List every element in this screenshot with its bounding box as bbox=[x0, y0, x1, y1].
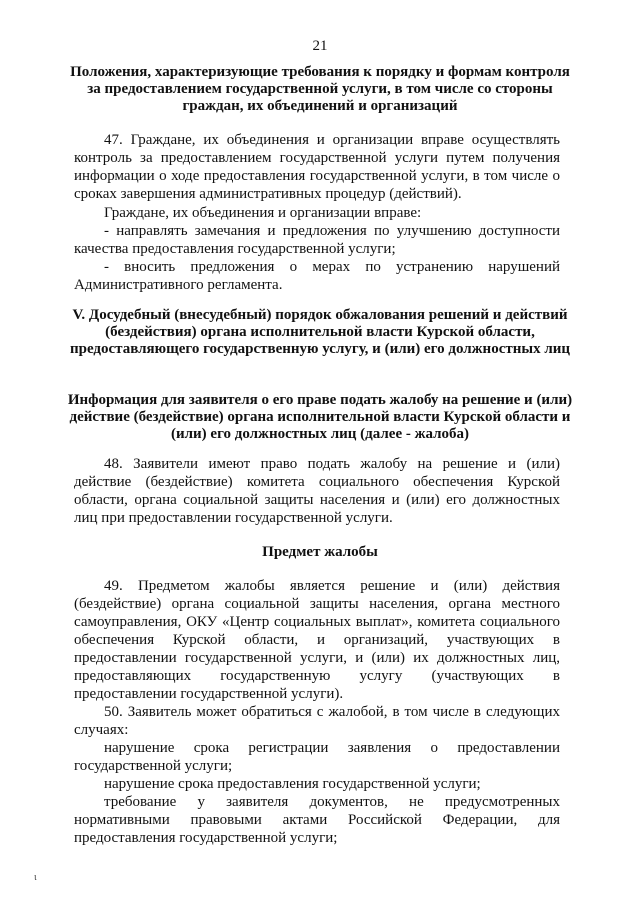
paragraph-47-item-2: - вносить предложения о мерах по устранению нарушений Административного регламента. bbox=[74, 259, 560, 293]
paragraph-47-rights: Граждане, их объединения и организации вправе: bbox=[104, 205, 422, 221]
heading-section-5: V. Досудебный (внесудебный) порядок обжалования решений и действий (бездействия) органа исполнительной власти Курской области, предоставляющего государственную услугу, и (или) его должностных лиц bbox=[69, 307, 571, 357]
heading-subject: Предмет жалобы bbox=[262, 544, 378, 560]
paragraph-50-case-3: требование у заявителя документов, не предусмотренных нормативными правовыми актами Российской Федерации, для предоставления государственной услуги; bbox=[74, 794, 560, 846]
paragraph-47-item-1: - направлять замечания и предложения по улучшению доступности качества предоставления государственной услуги; bbox=[74, 223, 560, 257]
heading-control: Положения, характеризующие требования к порядку и формам контроля за предоставлением государственной услуги, в том числе со стороны граждан, их объединений и организаций bbox=[70, 64, 570, 114]
paragraph-47: 47. Граждане, их объединения и организации вправе осуществлять контроль за предоставлением государственной услуги путем получения информации о ходе предоставления государственной услуги, в том числе о сроках завершения административных процедур (действий). bbox=[74, 132, 560, 202]
heading-complaint-info: Информация для заявителя о его праве подать жалобу на решение и (или) действие (бездействие) органа исполнительной власти Курской области и (или) его должностных лиц (далее - жалоба) bbox=[67, 392, 573, 442]
page-number: 21 bbox=[312, 38, 328, 54]
paragraph-49: 49. Предметом жалобы является решение и (или) действия (бездействие) органа социальной защиты населения, органа местного самоуправления, ОКУ «Центр социальных выплат», комитета социального обеспечения Курской области, и организаций, участвующих в предоставлении государственной услуги, и (или) их должностных лиц, предоставляющих государственную услугу (участвующих в предоставлении государственной услуги). bbox=[74, 578, 560, 702]
paragraph-50: 50. Заявитель может обратиться с жалобой, в том числе в следующих случаях: bbox=[74, 704, 560, 738]
scan-mark: ι bbox=[34, 872, 37, 883]
paragraph-50-case-2: нарушение срока предоставления государственной услуги; bbox=[104, 776, 481, 792]
paragraph-50-case-1: нарушение срока регистрации заявления о предоставлении государственной услуги; bbox=[74, 740, 560, 774]
paragraph-48: 48. Заявители имеют право подать жалобу на решение и (или) действие (бездействие) комитета социального обеспечения Курской области, органа социальной защиты населения и (или) его должностных лиц при предоставлении государственной услуги. bbox=[74, 456, 560, 526]
